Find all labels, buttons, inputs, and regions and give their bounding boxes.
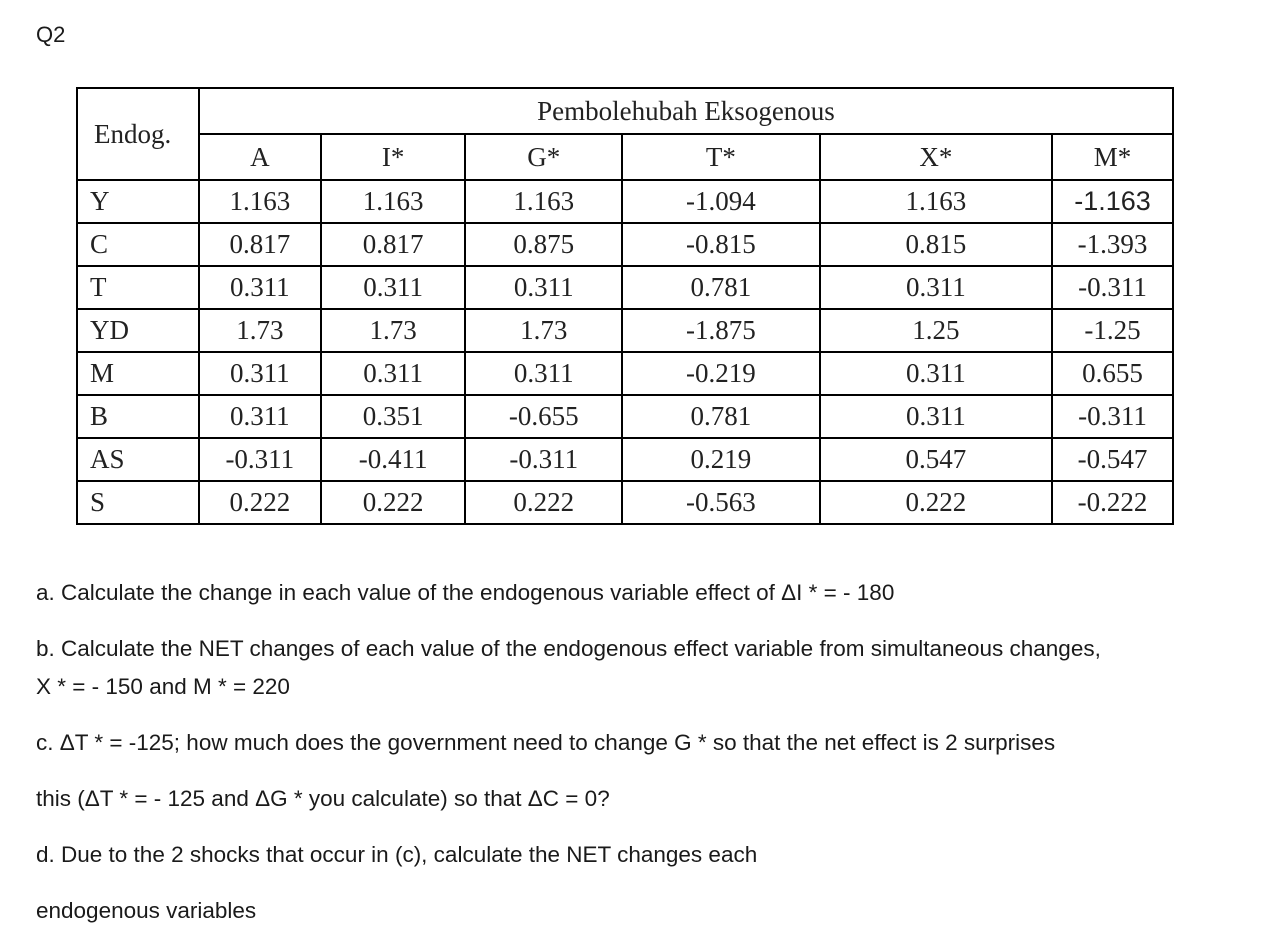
table-cell: 1.25 bbox=[820, 309, 1052, 352]
table-cell: 1.163 bbox=[199, 180, 321, 223]
table-cell: -0.655 bbox=[465, 395, 622, 438]
column-header: X* bbox=[820, 134, 1052, 180]
table-cell: 0.875 bbox=[465, 223, 622, 266]
row-label: AS bbox=[77, 438, 199, 481]
table-row bbox=[77, 223, 1173, 266]
endog-header: Endog. bbox=[77, 88, 199, 180]
table-cell: 0.547 bbox=[820, 438, 1052, 481]
table-cell: 0.781 bbox=[622, 395, 820, 438]
table-cell: -1.393 bbox=[1052, 223, 1173, 266]
table-cell: -0.311 bbox=[1052, 395, 1173, 438]
table-cell: 0.351 bbox=[321, 395, 466, 438]
table-cell: 0.311 bbox=[321, 266, 466, 309]
table-cell: 0.311 bbox=[465, 266, 622, 309]
column-header-row bbox=[77, 134, 1173, 180]
column-header: M* bbox=[1052, 134, 1173, 180]
table-cell: 0.311 bbox=[820, 352, 1052, 395]
table-cell: -0.311 bbox=[1052, 266, 1173, 309]
table-cell: -0.563 bbox=[622, 481, 820, 524]
table-row bbox=[77, 309, 1173, 352]
question-d-line1: d. Due to the 2 shocks that occur in (c), calculate the NET changes each bbox=[36, 842, 758, 867]
table-cell: 0.222 bbox=[199, 481, 321, 524]
row-label: B bbox=[77, 395, 199, 438]
table-cell: 0.219 bbox=[622, 438, 820, 481]
table-cell: -0.311 bbox=[465, 438, 622, 481]
table-cell: -0.815 bbox=[622, 223, 820, 266]
row-label: M bbox=[77, 352, 199, 395]
table-cell: 0.222 bbox=[820, 481, 1052, 524]
multiplier-table bbox=[76, 87, 1174, 525]
table-cell: -0.311 bbox=[199, 438, 321, 481]
column-header: T* bbox=[622, 134, 820, 180]
row-label: C bbox=[77, 223, 199, 266]
table-row bbox=[77, 352, 1173, 395]
column-header: I* bbox=[321, 134, 466, 180]
table-cell: 0.817 bbox=[199, 223, 321, 266]
row-label: Y bbox=[77, 180, 199, 223]
table-cell: -0.222 bbox=[1052, 481, 1173, 524]
table-cell: 0.817 bbox=[321, 223, 466, 266]
table-row bbox=[77, 481, 1173, 524]
exogenous-group-header: Pembolehubah Eksogenous bbox=[199, 88, 1173, 134]
column-header: A bbox=[199, 134, 321, 180]
table-row bbox=[77, 438, 1173, 481]
table-cell: 0.655 bbox=[1052, 352, 1173, 395]
table-cell: 1.73 bbox=[321, 309, 466, 352]
table-cell: 1.163 bbox=[465, 180, 622, 223]
question-c-line1: c. ΔT * = -125; how much does the government need to change G * so that the net effect is 2 surprises bbox=[36, 730, 1056, 755]
row-label: YD bbox=[77, 309, 199, 352]
table-cell: 0.311 bbox=[465, 352, 622, 395]
table-cell: -0.547 bbox=[1052, 438, 1173, 481]
question-b-line1: b. Calculate the NET changes of each value of the endogenous effect variable from simultaneous changes, bbox=[36, 636, 1101, 661]
table-cell: -0.219 bbox=[622, 352, 820, 395]
table-cell: -1.163 bbox=[1052, 180, 1173, 223]
table-cell: -1.25 bbox=[1052, 309, 1173, 352]
table-cell: -1.094 bbox=[622, 180, 820, 223]
table-cell: 0.781 bbox=[622, 266, 820, 309]
table-cell: 0.311 bbox=[199, 395, 321, 438]
table-cell: 0.311 bbox=[199, 266, 321, 309]
question-number: Q2 bbox=[36, 22, 66, 47]
table-cell: 1.73 bbox=[465, 309, 622, 352]
table-cell: 0.222 bbox=[321, 481, 466, 524]
question-a: a. Calculate the change in each value of the endogenous variable effect of ΔI * = - 180 bbox=[36, 580, 895, 605]
row-label: S bbox=[77, 481, 199, 524]
table-cell: 1.163 bbox=[820, 180, 1052, 223]
table-cell: 0.311 bbox=[820, 395, 1052, 438]
table-row bbox=[77, 266, 1173, 309]
table-cell: 0.311 bbox=[199, 352, 321, 395]
table-cell: 1.73 bbox=[199, 309, 321, 352]
table-cell: 1.163 bbox=[321, 180, 466, 223]
column-header: G* bbox=[465, 134, 622, 180]
table-cell: 0.311 bbox=[820, 266, 1052, 309]
table-cell: -1.875 bbox=[622, 309, 820, 352]
table-cell: -0.411 bbox=[321, 438, 466, 481]
question-d-line2: endogenous variables bbox=[36, 898, 257, 923]
question-b-line2: X * = - 150 and M * = 220 bbox=[36, 674, 290, 699]
table-row bbox=[77, 180, 1173, 223]
question-c-line2: this (ΔT * = - 125 and ΔG * you calculate) so that ΔC = 0? bbox=[36, 786, 610, 811]
table-cell: 0.311 bbox=[321, 352, 466, 395]
row-label: T bbox=[77, 266, 199, 309]
table-cell: 0.222 bbox=[465, 481, 622, 524]
questions bbox=[36, 574, 1256, 930]
table-row bbox=[77, 395, 1173, 438]
table-cell: 0.815 bbox=[820, 223, 1052, 266]
